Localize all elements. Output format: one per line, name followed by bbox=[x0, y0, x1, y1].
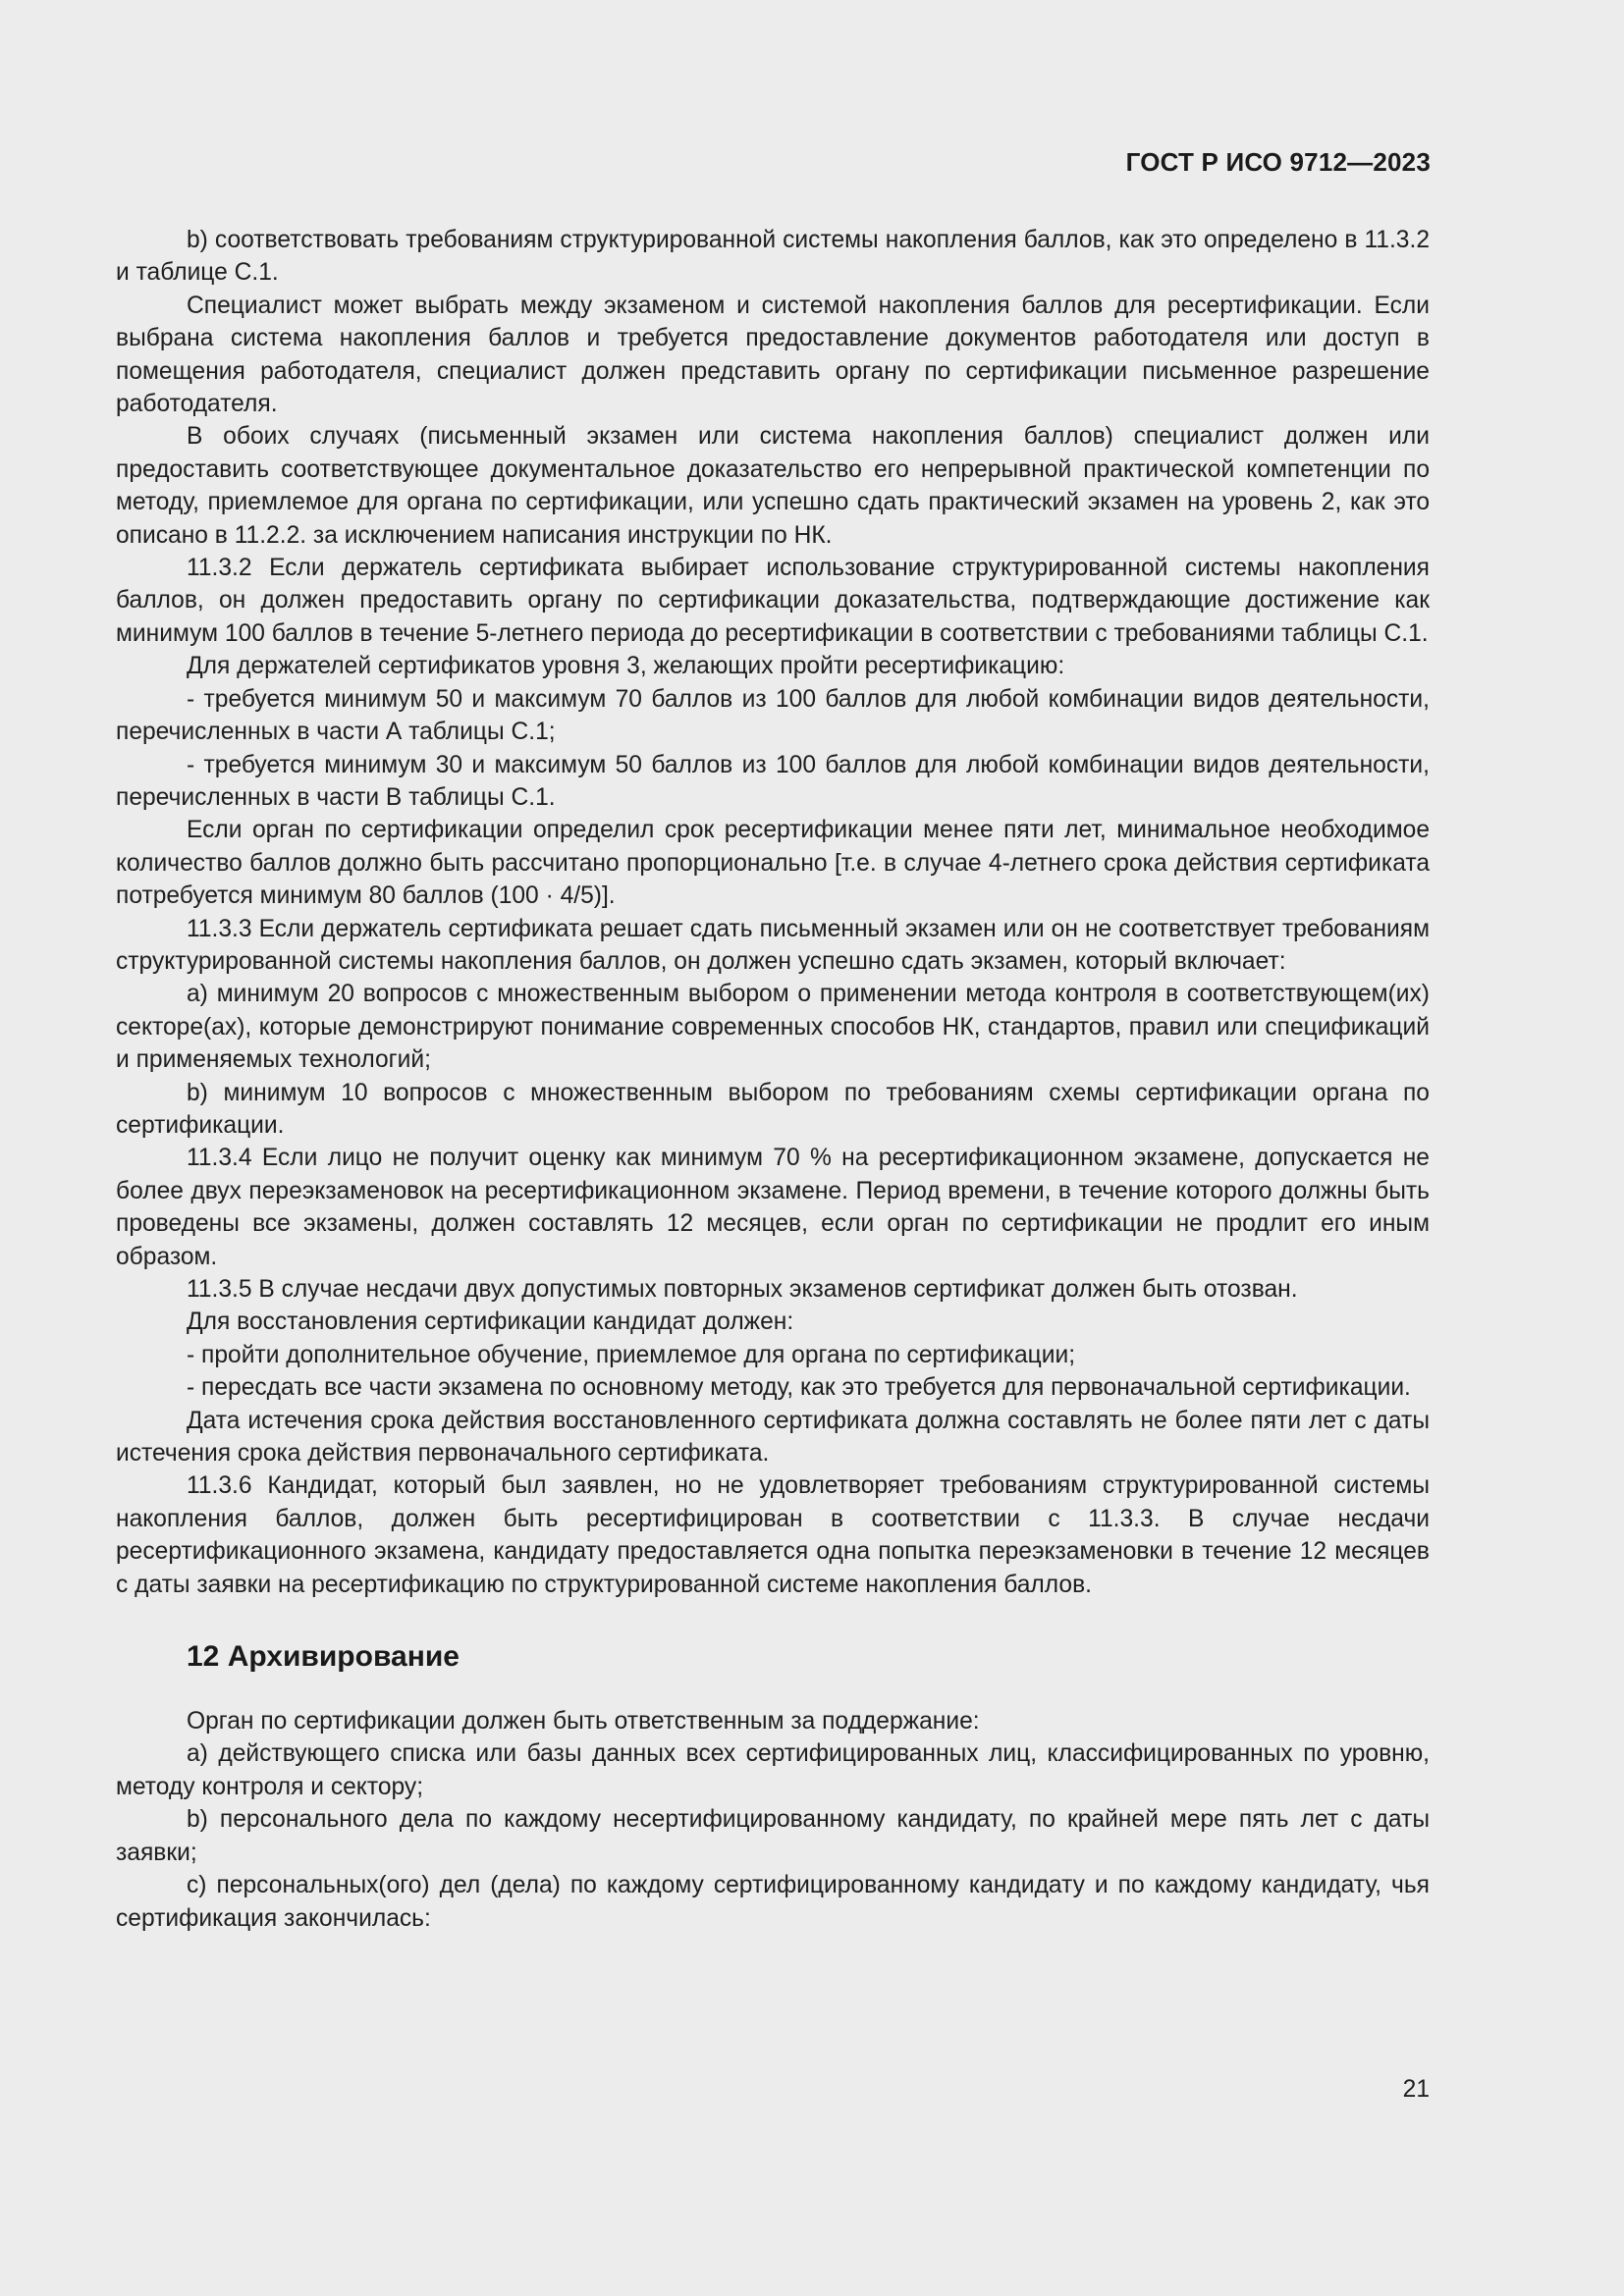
paragraph: Орган по сертификации должен быть ответственным за поддержание: bbox=[187, 1708, 980, 1735]
clause-11-3-5: 11.3.5 В случае несдачи двух допустимых повторных экзаменов сертификат должен быть отозван. bbox=[187, 1276, 1298, 1303]
paragraph: b) соответствовать требованиям структурированной системы накопления баллов, как это определено в 11.3.2 и таблице С.1. bbox=[116, 227, 1430, 287]
list-item: - требуется минимум 30 и максимум 50 баллов из 100 баллов для любой комбинации видов деятельности, перечисленных в части В таблицы С.1. bbox=[116, 751, 1430, 811]
document-header: ГОСТ Р ИСО 9712—2023 bbox=[1125, 147, 1431, 177]
list-item: a) действующего списка или базы данных всех сертифицированных лиц, классифицированных по уровню, методу контроля и сектору; bbox=[116, 1740, 1430, 1800]
list-item: a) минимум 20 вопросов с множественным выбором о применении метода контроля в соответствующем(их) секторе(ах), которые демонстрируют понимание современных способов НК, стандартов, правил или спецификаций и применяемых технологий; bbox=[116, 981, 1430, 1074]
section-heading: 12 Архивирование bbox=[187, 1640, 460, 1674]
list-item: c) персональных(ого) дел (дела) по каждому сертифицированному кандидату и по каждому кандидату, чья сертификация закончилась: bbox=[116, 1872, 1430, 1932]
paragraph: Специалист может выбрать между экзаменом и системой накопления баллов для ресертификации. Если выбрана система накопления баллов и требуется предоставление документов работодателя или доступ в помещения работодателя, специалист должен представить органу по сертификации письменное разрешение работодателя. bbox=[116, 292, 1430, 418]
spacer bbox=[116, 1677, 1430, 1705]
list-item: b) минимум 10 вопросов с множественным выбором по требованиям схемы сертификации органа по сертификации. bbox=[116, 1079, 1430, 1139]
clause-11-3-2: 11.3.2 Если держатель сертификата выбирает использование структурированной системы накопления баллов, он должен предоставить органу по сертификации доказательства, подтверждающие достижение как минимум 100 баллов в течение 5-летнего периода до ресертификации в соответствии с требованиями таблицы С.1. bbox=[116, 555, 1430, 647]
page-number: 21 bbox=[1402, 2076, 1430, 2103]
paragraph: Если орган по сертификации определил срок ресертификации менее пяти лет, минимальное необходимое количество баллов должно быть рассчитано пропорционально [т.е. в случае 4-летнего срока действия сертификата потребуется минимум 80 баллов (100 · 4/5)]. bbox=[116, 817, 1430, 910]
spacer bbox=[116, 1601, 1430, 1637]
clause-11-3-6: 11.3.6 Кандидат, который был заявлен, но не удовлетворяет требованиям структурированной системы накопления баллов, должен быть ресертифицирован в соответствии с 11.3.3. В случае несдачи ресертификационного экзамена, кандидату предоставляется одна попытка переэкзаменовки в течение 12 месяцев с даты заявки на ресертификацию по структурированной системе накопления баллов. bbox=[116, 1472, 1430, 1598]
list-item: - требуется минимум 50 и максимум 70 баллов из 100 баллов для любой комбинации видов деятельности, перечисленных в части А таблицы С.1; bbox=[116, 685, 1430, 746]
list-item: - пройти дополнительное обучение, приемлемое для органа по сертификации; bbox=[187, 1341, 1076, 1368]
paragraph: Для восстановления сертификации кандидат должен: bbox=[187, 1308, 794, 1336]
clause-11-3-3: 11.3.3 Если держатель сертификата решает сдать письменный экзамен или он не соответствует требованиям структурированной системы накопления баллов, он должен успешно сдать экзамен, который включает: bbox=[116, 915, 1430, 975]
clause-11-3-4: 11.3.4 Если лицо не получит оценку как минимум 70 % на ресертификационном экзамене, допускается не более двух переэкзаменовок на ресертификационном экзамене. Период времени, в течение которого должны быть проведены все экзамены, должен составлять 12 месяцев, если орган по сертификации не продлит его иным образом. bbox=[116, 1145, 1430, 1270]
paragraph: Для держателей сертификатов уровня 3, желающих пройти ресертификацию: bbox=[187, 653, 1065, 680]
list-item: b) персонального дела по каждому несертифицированному кандидату, по крайней мере пять лет с даты заявки; bbox=[116, 1806, 1430, 1866]
paragraph: Дата истечения срока действия восстановленного сертификата должна составлять не более пяти лет с даты истечения срока действия первоначального сертификата. bbox=[116, 1407, 1430, 1468]
page-body bbox=[116, 224, 1430, 1935]
list-item: - пересдать все части экзамена по основному методу, как это требуется для первоначальной сертификации. bbox=[187, 1374, 1411, 1402]
paragraph: В обоих случаях (письменный экзамен или система накопления баллов) специалист должен или предоставить соответствующее документальное доказательство его непрерывной практической компетенции по методу, приемлемое для органа по сертификации, или успешно сдать практический экзамен на уровень 2, как это описано в 11.2.2. за исключением написания инструкции по НК. bbox=[116, 423, 1430, 549]
